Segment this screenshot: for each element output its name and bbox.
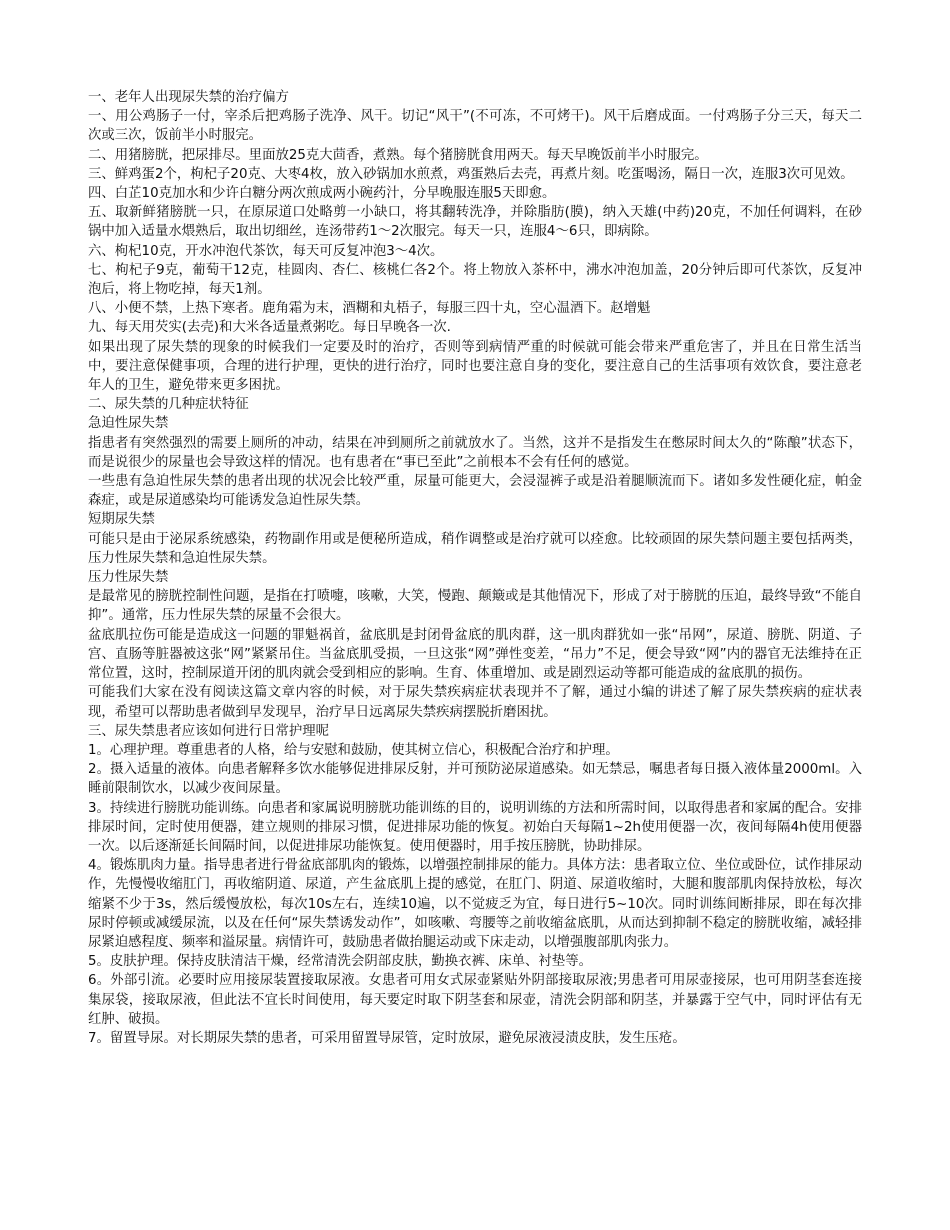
subheading: 短期尿失禁: [88, 512, 155, 528]
body-paragraph: 指患者有突然强烈的需要上厕所的冲动，结果在冲到厕所之前就放水了。当然，这并不是指发生在憋尿时间太久的“陈酿”状态下，而是说很少的尿量也会导致这样的情况。也有患者在“事已至此”之前根本不会有任何的感觉。: [88, 435, 862, 470]
body-paragraph: 一些患有急迫性尿失禁的患者出现的状况会比较严重，尿量可能更大，会浸湿裤子或是沿着腿顺流而下。诸如多发性硬化症，帕金森症，或是尿道感染均可能诱发急迫性尿失禁。: [88, 474, 862, 509]
care-item: 2。摄入适量的液体。向患者解释多饮水能够促进排尿反射，并可预防泌尿道感染。如无禁忌，嘱患者每日摄入液体量2000ml。入睡前限制饮水，以减少夜间尿量。: [88, 762, 862, 797]
body-paragraph: 如果出现了尿失禁的现象的时候我们一定要及时的治疗，否则等到病情严重的时候就可能会带来严重危害了，并且在日常生活当中，要注意保健事项，合理的进行护理，更快的进行治疗，同时也要注意自身的变化，要注意自己的生活事项有效饮食，要注意老年人的卫生，避免带来更多困扰。: [88, 339, 862, 394]
remedy-item: 一、用公鸡肠子一付，宰杀后把鸡肠子洗净、风干。切记“风干”(不可冻，不可烤干)。风干后磨成面。一付鸡肠子分三天，每天二次或三次，饭前半小时服完。: [88, 109, 862, 144]
care-item: 6。外部引流。必要时应用接尿装置接取尿液。女患者可用女式尿壶紧贴外阴部接取尿液;男患者可用尿壶接尿，也可用阴茎套连接集尿袋，接取尿液，但此法不宜长时间使用，每天要定时取下阴茎套和尿壶，清洗会阴部和阴茎，并暴露于空气中，同时评估有无红肿、破损。: [88, 973, 862, 1027]
body-paragraph: 盆底肌拉伤可能是造成这一问题的罪魁祸首，盆底肌是封闭骨盆底的肌肉群，这一肌肉群犹如一张“吊网”，尿道、膀胱、阴道、子宫、直肠等脏器被这张“网”紧紧吊住。当盆底肌受损，一旦这张“网”弹性变差，“吊力”不足，便会导致“网”内的器官无法维持在正常位置，这时，控制尿道开闭的肌肉就会受到相应的影响。生育、体重增加、或是剧烈运动等都可能造成的盆底肌的损伤。: [88, 627, 862, 682]
remedy-item: 七、枸杞子9克，葡萄干12克，桂圆肉、杏仁、核桃仁各2个。将上物放入茶杯中，沸水冲泡加盖，20分钟后即可代茶饮，反复冲泡后，将上物吃掉，每天1剂。: [88, 262, 862, 298]
subheading: 压力性尿失禁: [88, 570, 169, 586]
care-item: 5。皮肤护理。保持皮肤清洁干燥，经常清洗会阴部皮肤，勤换衣裤、床单、衬垫等。: [88, 954, 592, 970]
care-item: 3。持续进行膀胱功能训练。向患者和家属说明膀胱功能训练的目的，说明训练的方法和所需时间，以取得患者和家属的配合。安排排尿时间，定时使用便器，建立规则的排尿习惯，促进排尿功能的恢复。初始白天每隔1~2h使用便器一次，夜间每隔4h使用便器一次。以后逐渐延长间隔时间，以促进排尿功能恢复。使用便器时，用手按压膀胱，协助排尿。: [88, 800, 862, 854]
remedy-item: 八、小便不禁，上热下寒者。鹿角霜为末，酒糊和丸梧子，每服三四十丸，空心温酒下。赵增魁: [88, 301, 651, 317]
care-item: 4。锻炼肌肉力量。指导患者进行骨盆底部肌肉的锻炼，以增强控制排尿的能力。具体方法：患者取立位、坐位或卧位，试作排尿动作，先慢慢收缩肛门，再收缩阴道、尿道，产生盆底肌上提的感觉，在肛门、阴道、尿道收缩时，大腿和腹部肌肉保持放松，每次缩紧不少于3s，然后缓慢放松，每次10s左右，连续10遍，以不觉疲乏为宜，每日进行5~10次。同时训练间断排尿，即在每次排尿时停顿或减缓尿流，以及在任何“尿失禁诱发动作”，如咳嗽、弯腰等之前收缩盆底肌，从而达到抑制不稳定的膀胱收缩，减轻排尿紧迫感程度、频率和溢尿量。病情许可，鼓励患者做抬腿运动或下床走动，以增强腹部肌肉张力。: [88, 858, 862, 950]
body-paragraph: 可能只是由于泌尿系统感染，药物副作用或是便秘所造成，稍作调整或是治疗就可以痊愈。比较顽固的尿失禁问题主要包括两类，压力性尿失禁和急迫性尿失禁。: [88, 531, 862, 566]
remedy-item: 五、取新鲜猪膀胱一只，在原尿道口处略剪一小缺口，将其翻转洗净，并除脂肪(膜)，纳入天雄(中药)20克，不加任何调料，在砂锅中加入适量水煨熟后，取出切细丝，连汤带药1～2次服完。每天一只，连服4～6只，即病除。: [88, 205, 862, 240]
remedy-item: 九、每天用芡实(去壳)和大米各适量煮粥吃。每日早晚各一次.: [88, 320, 451, 336]
care-item: 7。留置导尿。对长期尿失禁的患者，可采用留置导尿管，定时放尿，避免尿液浸渍皮肤，发生压疮。: [88, 1030, 686, 1046]
care-item: 1。心理护理。尊重患者的人格，给与安慰和鼓励，使其树立信心，积极配合治疗和护理。: [88, 742, 619, 758]
section-heading: 二、尿失禁的几种症状特征: [88, 397, 249, 413]
body-paragraph: 是最常见的膀胱控制性问题，是指在打喷嚏，咳嗽，大笑，慢跑、颠簸或是其他情况下，形成了对于膀胱的压迫，最终导致“不能自抑”。通常，压力性尿失禁的尿量不会很大。: [88, 589, 862, 624]
subheading: 急迫性尿失禁: [88, 416, 169, 432]
section-heading: 一、老年人出现尿失禁的治疗偏方: [88, 90, 289, 105]
remedy-item: 六、枸杞10克，开水冲泡代茶饮，每天可反复冲泡3～4次。: [88, 243, 444, 259]
remedy-item: 三、鲜鸡蛋2个，枸杞子20克、大枣4枚，放入砂锅加水煎煮，鸡蛋熟后去壳，再煮片刻。吃蛋喝汤，隔日一次，连服3次可见效。: [88, 166, 854, 182]
section-heading: 三、尿失禁患者应该如何进行日常护理呢: [88, 723, 330, 739]
remedy-item: 四、白芷10克加水和少许白糖分两次煎成两小碗药汁，分早晚服连服5天即愈。: [88, 186, 556, 202]
body-paragraph: 可能我们大家在没有阅读这篇文章内容的时候，对于尿失禁疾病症状表现并不了解，通过小编的讲述了解了尿失禁疾病的症状表现，希望可以帮助患者做到早发现早，治疗早日远离尿失禁疾病摆脱折磨困扰。: [88, 685, 862, 720]
remedy-item: 二、用猪膀胱，把尿排尽。里面放25克大茴香，煮熟。每个猪膀胱食用两天。每天早晚饭前半小时服完。: [88, 147, 708, 163]
document-body: [88, 88, 862, 1048]
